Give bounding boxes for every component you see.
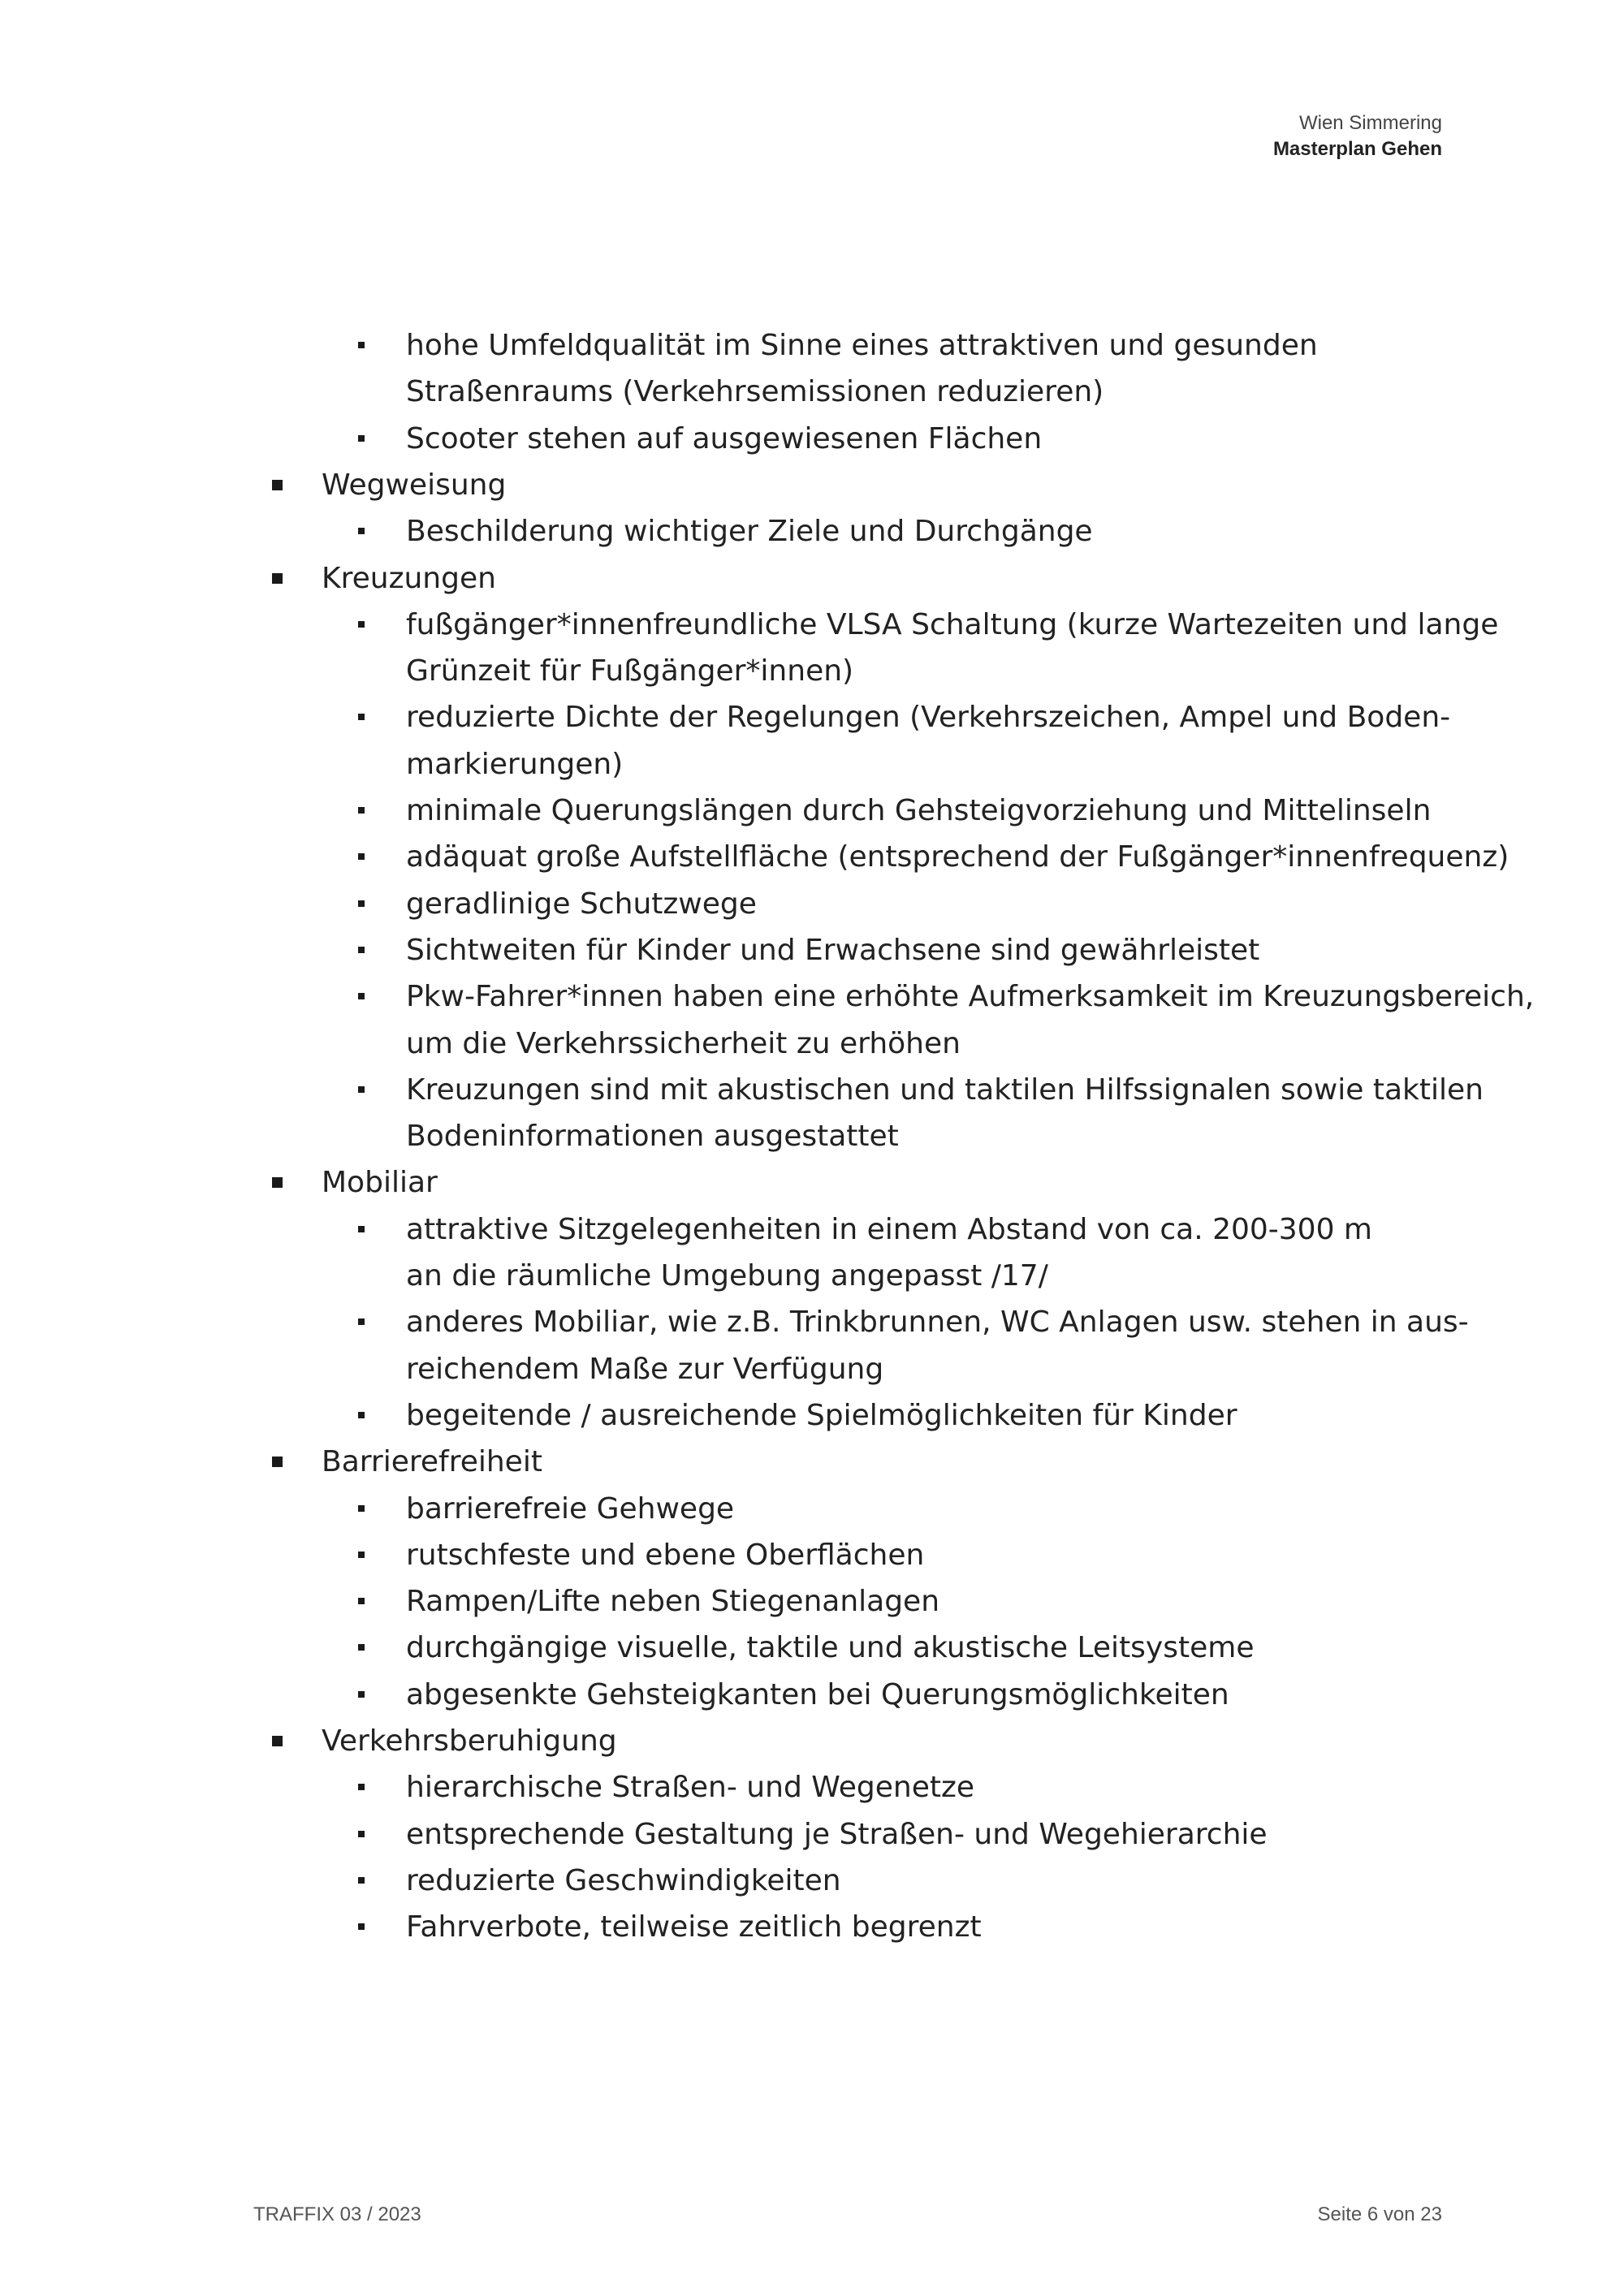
- list-item: [0, 1672, 1624, 1718]
- list-item-text: adäquat große Aufstellfläche (entsprechend der Fußgänger*innenfrequenz): [406, 840, 1510, 874]
- list-item-text: Bodeninformationen ausgestattet: [406, 1120, 899, 1153]
- list-item: [0, 881, 1624, 927]
- list-item-text: reduzierte Dichte der Regelungen (Verkehrszeichen, Ampel und Boden-: [406, 701, 1451, 734]
- list-item: [0, 508, 1624, 555]
- list-item-continuation: [0, 741, 1624, 788]
- small-square-bullet-icon: [358, 1505, 365, 1512]
- list-item: [0, 834, 1624, 880]
- small-square-bullet-icon: [358, 1226, 365, 1232]
- list-item-text: barrierefreie Gehwege: [406, 1492, 735, 1526]
- list-item-text: Mobiliar: [322, 1166, 438, 1199]
- list-item-text: hierarchische Straßen- und Wegenetze: [406, 1771, 974, 1804]
- small-square-bullet-icon: [358, 342, 365, 348]
- list-item-text: Verkehrsberuhigung: [322, 1724, 617, 1758]
- small-square-bullet-icon: [358, 1691, 365, 1698]
- list-item: [0, 1764, 1624, 1810]
- list-item: [0, 1904, 1624, 1950]
- small-square-bullet-icon: [358, 714, 365, 720]
- list-item-text: begeitende / ausreichende Spielmöglichkeiten für Kinder: [406, 1399, 1237, 1432]
- list-item-text: markierungen): [406, 748, 624, 781]
- list-item-text: attraktive Sitzgelegenheiten in einem Abstand von ca. 200-300 m: [406, 1213, 1373, 1246]
- list-item-continuation: [0, 1253, 1624, 1299]
- square-bullet-icon: [272, 1457, 283, 1467]
- list-item: [0, 1532, 1624, 1578]
- list-item-text: rutschfeste und ebene Oberflächen: [406, 1539, 925, 1572]
- list-item-text: Kreuzungen sind mit akustischen und taktilen Hilfssignalen sowie taktilen: [406, 1073, 1484, 1107]
- square-bullet-icon: [272, 480, 283, 490]
- list-item-text: an die räumliche Umgebung angepasst /17/: [406, 1259, 1048, 1293]
- square-bullet-icon: [272, 1177, 283, 1188]
- list-item: [0, 1206, 1624, 1253]
- small-square-bullet-icon: [358, 435, 365, 442]
- list-item-text: Grünzeit für Fußgänger*innen): [406, 654, 854, 688]
- list-item-text: Kreuzungen: [322, 562, 496, 595]
- list-item-text: Fahrverbote, teilweise zeitlich begrenzt: [406, 1910, 982, 1944]
- list-item-text: reduzierte Geschwindigkeiten: [406, 1864, 841, 1897]
- page-header: [1273, 110, 1442, 162]
- list-item-text: hohe Umfeldqualität im Sinne eines attraktiven und gesunden: [406, 329, 1318, 362]
- square-bullet-icon: [272, 1736, 283, 1746]
- small-square-bullet-icon: [358, 528, 365, 534]
- small-square-bullet-icon: [358, 900, 365, 907]
- list-item-continuation: [0, 369, 1624, 415]
- list-item-continuation: [0, 648, 1624, 694]
- list-item-text: fußgänger*innenfreundliche VLSA Schaltung (kurze Wartezeiten und lange: [406, 608, 1499, 641]
- list-item: [0, 1578, 1624, 1625]
- square-bullet-icon: [272, 573, 283, 584]
- list-item-text: Barrierefreiheit: [322, 1445, 542, 1478]
- header-location: Wien Simmering: [1298, 112, 1442, 134]
- list-item-text: abgesenkte Gehsteigkanten bei Querungsmöglichkeiten: [406, 1678, 1229, 1711]
- small-square-bullet-icon: [358, 947, 365, 953]
- list-item-text: minimale Querungslängen durch Gehsteigvorziehung und Mittelinseln: [406, 794, 1432, 827]
- section-heading: [0, 462, 1624, 508]
- small-square-bullet-icon: [358, 807, 365, 814]
- list-item-text: entsprechende Gestaltung je Straßen- und Wegehierarchie: [406, 1818, 1268, 1851]
- small-square-bullet-icon: [358, 1877, 365, 1884]
- list-item-text: durchgängige visuelle, taktile und akustische Leitsysteme: [406, 1631, 1255, 1664]
- small-square-bullet-icon: [358, 1412, 365, 1418]
- list-item: [0, 1625, 1624, 1671]
- list-item: [0, 788, 1624, 834]
- list-item-text: Scooter stehen auf ausgewiesenen Flächen: [406, 422, 1043, 455]
- list-item-text: um die Verkehrssicherheit zu erhöhen: [406, 1027, 961, 1060]
- list-item-text: Sichtweiten für Kinder und Erwachsene sind gewährleistet: [406, 934, 1260, 967]
- footer-publisher: TRAFFIX 03 / 2023: [253, 2203, 421, 2225]
- list-item-text: Straßenraums (Verkehrsemissionen reduzieren): [406, 375, 1104, 408]
- list-item-text: Pkw-Fahrer*innen haben eine erhöhte Aufmerksamkeit im Kreuzungsbereich,: [406, 980, 1535, 1013]
- list-item-text: reichendem Maße zur Verfügung: [406, 1353, 884, 1386]
- list-item-text: Beschilderung wichtiger Ziele und Durchgänge: [406, 515, 1093, 548]
- list-item: [0, 322, 1624, 369]
- list-item: [0, 927, 1624, 973]
- section-heading: [0, 1718, 1624, 1764]
- list-item: [0, 416, 1624, 462]
- small-square-bullet-icon: [358, 1598, 365, 1604]
- list-item: [0, 1486, 1624, 1532]
- list-item-text: Wegweisung: [322, 468, 507, 502]
- list-item: [0, 1858, 1624, 1904]
- section-heading: [0, 1159, 1624, 1206]
- section-heading: [0, 1439, 1624, 1485]
- list-item-text: geradlinige Schutzwege: [406, 887, 757, 921]
- small-square-bullet-icon: [358, 1086, 365, 1093]
- list-item: [0, 694, 1624, 740]
- small-square-bullet-icon: [358, 1318, 365, 1325]
- small-square-bullet-icon: [358, 1644, 365, 1651]
- list-item: [0, 1067, 1624, 1113]
- list-item-continuation: [0, 1346, 1624, 1392]
- small-square-bullet-icon: [358, 1923, 365, 1930]
- header-document-title: Masterplan Gehen: [1272, 138, 1442, 160]
- list-item-continuation: [0, 1021, 1624, 1067]
- small-square-bullet-icon: [358, 993, 365, 999]
- small-square-bullet-icon: [358, 1831, 365, 1837]
- list-item-text: anderes Mobiliar, wie z.B. Trinkbrunnen, WC Anlagen usw. stehen in aus-: [406, 1306, 1469, 1339]
- small-square-bullet-icon: [358, 1552, 365, 1558]
- small-square-bullet-icon: [358, 1784, 365, 1790]
- small-square-bullet-icon: [358, 853, 365, 860]
- list-item: [0, 1392, 1624, 1439]
- section-heading: [0, 555, 1624, 602]
- list-item-text: Rampen/Lifte neben Stiegenanlagen: [406, 1585, 940, 1618]
- list-item: [0, 602, 1624, 648]
- list-item: [0, 973, 1624, 1020]
- list-item: [0, 1811, 1624, 1858]
- footer-page-number: Seite 6 von 23: [1317, 2203, 1442, 2225]
- small-square-bullet-icon: [358, 621, 365, 628]
- list-item-continuation: [0, 1113, 1624, 1159]
- list-item: [0, 1299, 1624, 1345]
